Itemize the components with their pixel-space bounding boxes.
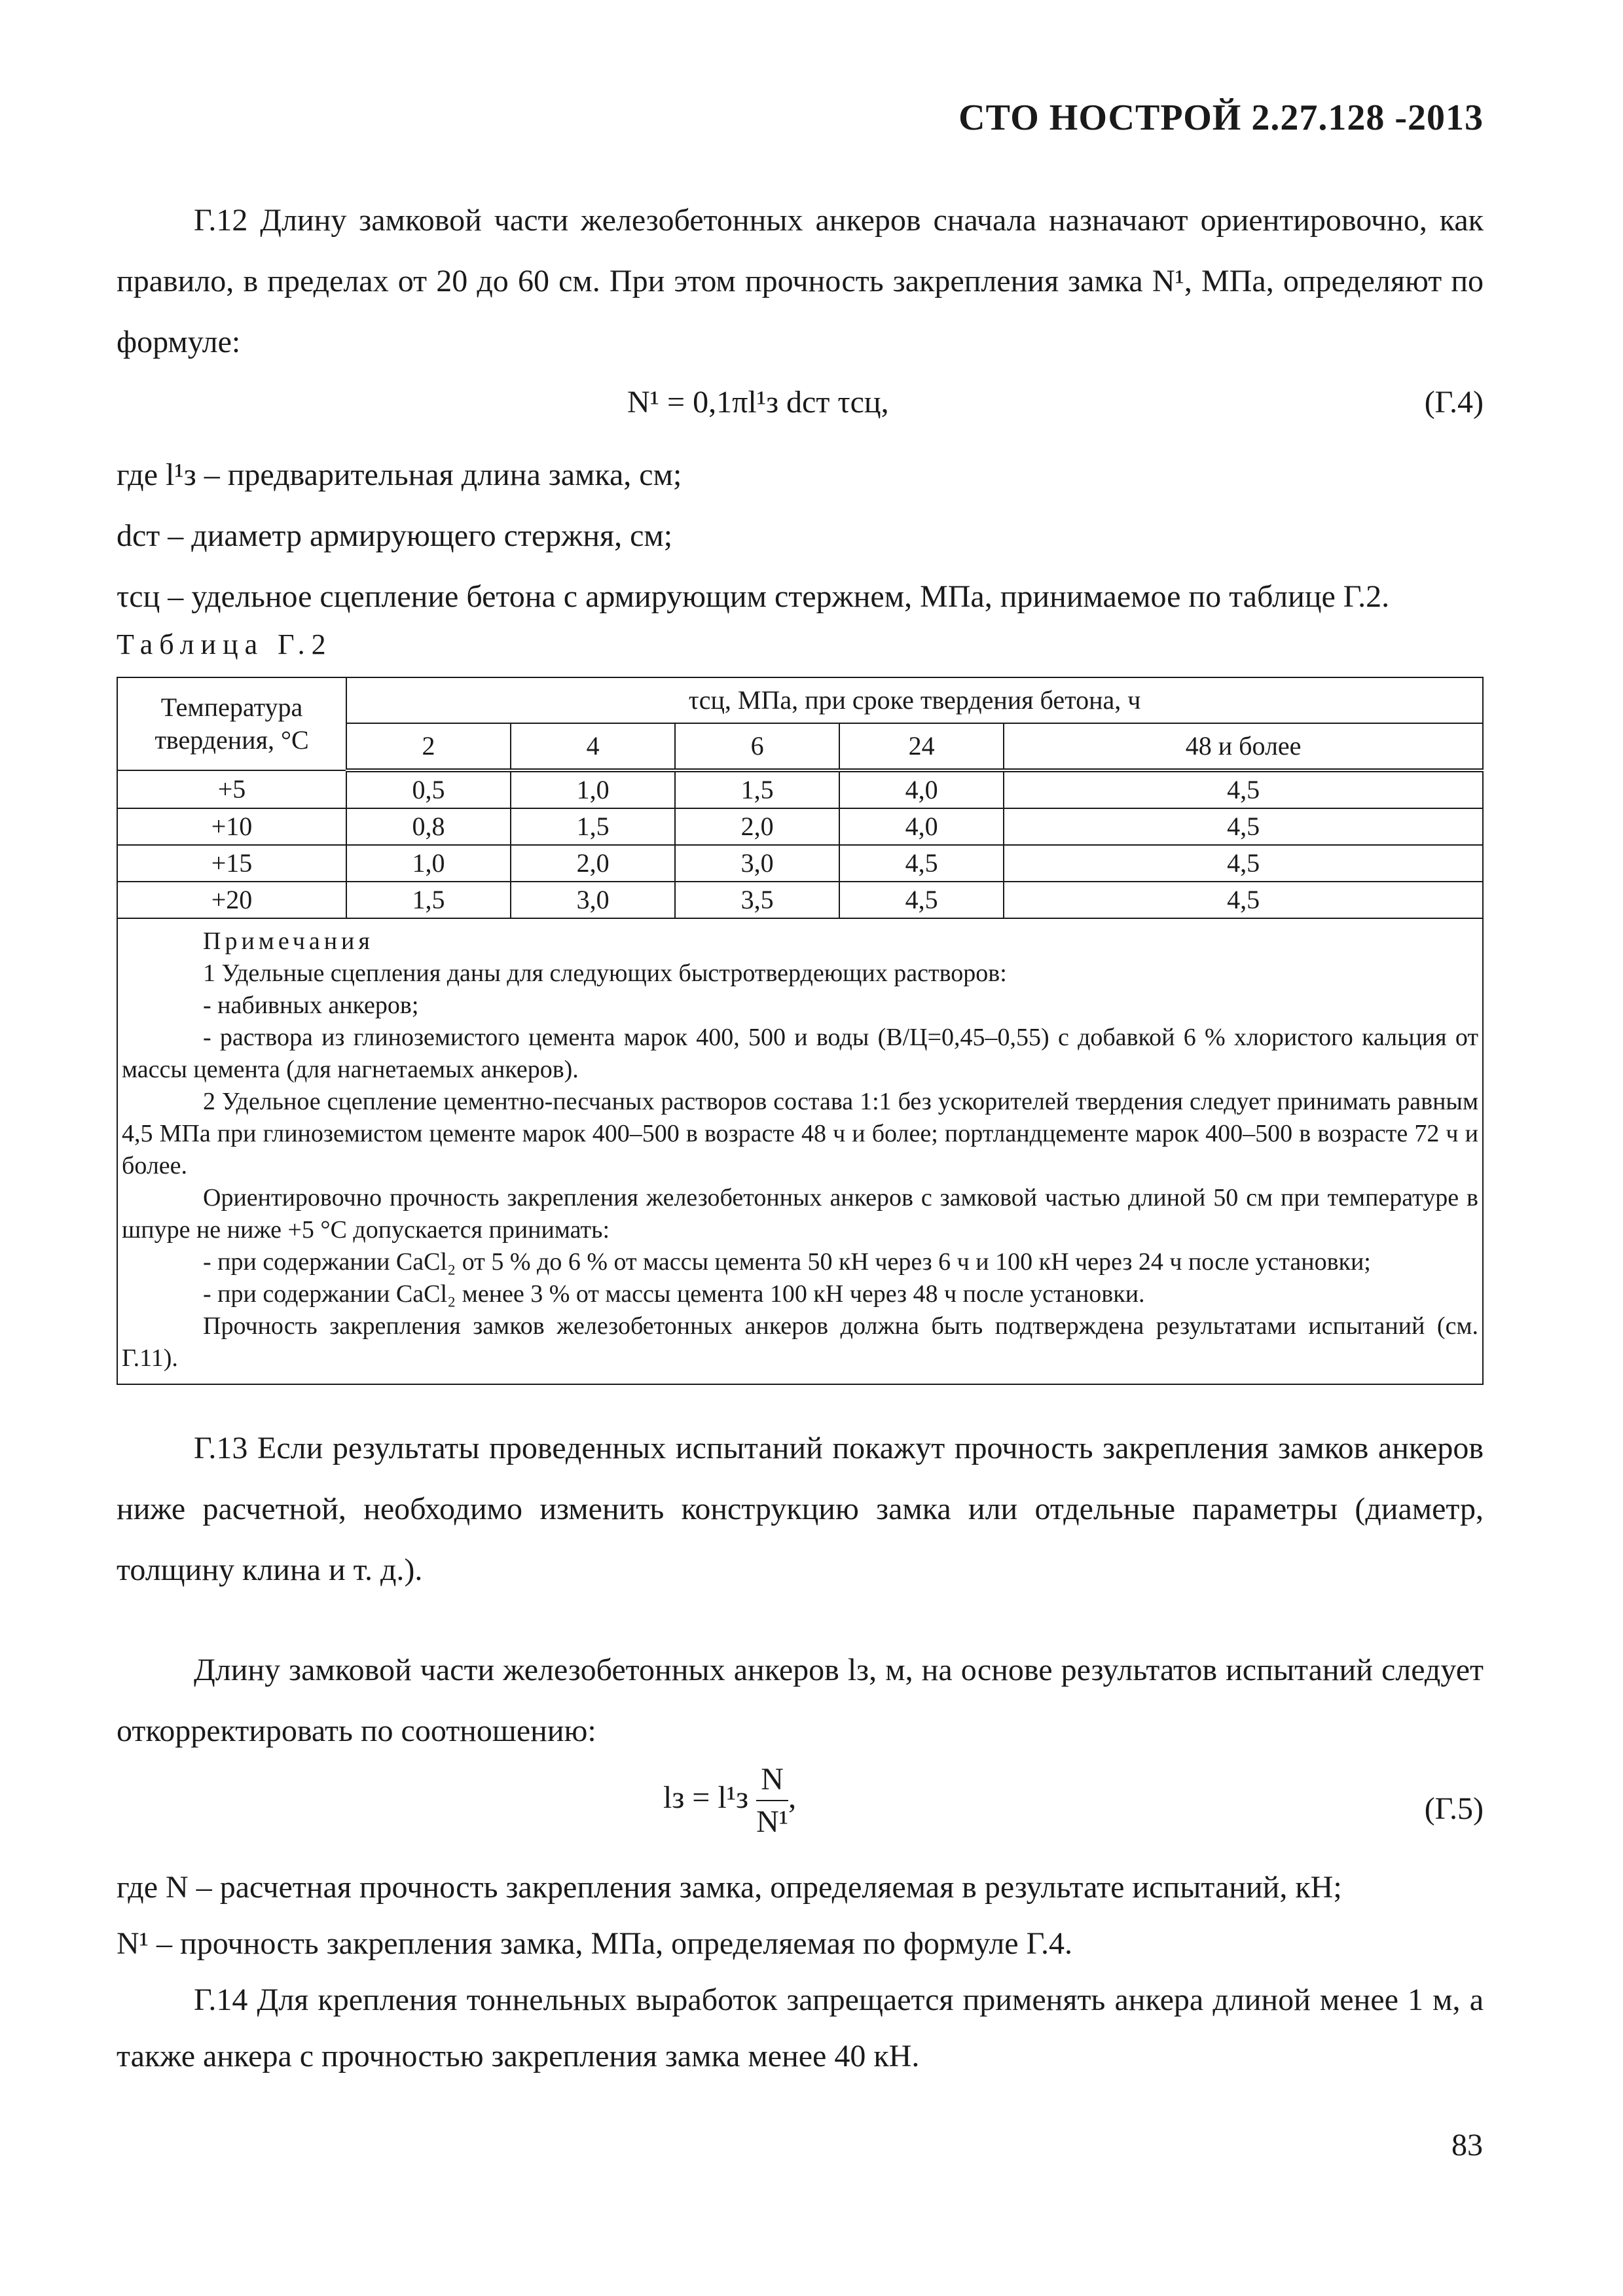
note-item: - при содержании CaCl₂ от 5 % до 6 % от массы цемента 50 кН через 6 ч и 100 кН через 24 ч после установки; xyxy=(203,1248,1371,1276)
note-item: - при содержании CaCl₂ менее 3 % от массы цемента 100 кН через 48 ч после установки. xyxy=(203,1280,1145,1308)
table-cell: 3,0 xyxy=(675,845,839,882)
page-content xyxy=(117,190,1484,2085)
table-cell: 0,5 xyxy=(346,770,511,808)
table-cell: 4,5 xyxy=(1004,882,1483,918)
table-cell: 4,5 xyxy=(1004,845,1483,882)
table-caption: Таблица Г.2 xyxy=(117,628,333,660)
table-cell: 4,5 xyxy=(839,882,1004,918)
table-cell: 1,5 xyxy=(511,808,675,845)
fraction-numerator: N xyxy=(756,1761,788,1801)
table-cell: +20 xyxy=(117,882,346,918)
header-hours: 24 xyxy=(839,723,1004,770)
header-hours: 48 и более xyxy=(1004,723,1483,770)
header-hours: 6 xyxy=(675,723,839,770)
paragraph-g14: Г.14 Для крепления тоннельных выработок запрещается применять анкера длиной менее 1 м, а также анкера с прочностью закрепления замка менее 40 кН. xyxy=(117,1982,1484,2073)
table-row xyxy=(117,882,1483,918)
table-cell: 1,5 xyxy=(346,882,511,918)
formula-g5-number: (Г.5) xyxy=(1424,1791,1484,1826)
table-cell: +5 xyxy=(117,770,346,808)
document-code-header: СТО НОСТРОЙ 2.27.128 -2013 xyxy=(958,98,1484,138)
paragraph-g12: Г.12 Длину замковой части железобетонных анкеров сначала назначают ориентировочно, как правило, в пределах от 20 до 60 см. При этом прочность закрепления замка N¹, МПа, определяют по формуле: xyxy=(117,203,1484,359)
note-item: Прочность закрепления замков железобетонных анкеров должна быть подтверждена результатами испытаний (см. Г.11). xyxy=(122,1312,1478,1372)
notes-title: Примечания xyxy=(203,927,374,955)
note-item: 2 Удельное сцепление цементно-песчаных растворов состава 1:1 без ускорителей твердения следует принимать равным 4,5 МПа при глиноземистом цементе марок 400–500 в возрасте 48 ч и более; портландцементе марок 400–500 в возрасте 72 ч и более. xyxy=(122,1088,1478,1179)
header-hours: 4 xyxy=(511,723,675,770)
note-item: Ориентировочно прочность закрепления железобетонных анкеров с замковой частью длиной 50 см при температуре в шпуре не ниже +5 °С допускается принимать: xyxy=(122,1184,1478,1244)
definition-l: где l¹з – предварительная длина замка, см; xyxy=(117,457,682,492)
table-cell: 4,5 xyxy=(1004,808,1483,845)
formula-g5-lhs: lз = l¹з xyxy=(663,1780,749,1816)
table-cell: 4,0 xyxy=(839,808,1004,845)
table-cell: +10 xyxy=(117,808,346,845)
table-cell: 4,0 xyxy=(839,770,1004,808)
paragraph-g13: Г.13 Если результаты проведенных испытаний покажут прочность закрепления замков анкеров ниже расчетной, необходимо изменить конструкцию замка или отдельные параметры (диаметр, толщину клина и т. д.). xyxy=(117,1431,1484,1587)
definition-tau: τсц – удельное сцепление бетона с армирующим стержнем, МПа, принимаемое по таблице Г.2. xyxy=(117,579,1390,614)
table-cell: 3,5 xyxy=(675,882,839,918)
fraction-denominator: N¹ xyxy=(756,1804,789,1839)
table-notes xyxy=(117,918,1483,1384)
table-row xyxy=(117,770,1483,808)
note-item: 1 Удельные сцепления даны для следующих быстротвердеющих растворов: xyxy=(203,960,1007,987)
note-item: - набивных анкеров; xyxy=(203,992,419,1019)
formula-g5 xyxy=(117,1761,1484,1859)
table-cell: 2,0 xyxy=(675,808,839,845)
table-cell: 1,0 xyxy=(511,770,675,808)
table-cell: 3,0 xyxy=(511,882,675,918)
header-temperature: Температура твердения, °С xyxy=(117,677,346,770)
table-cell: 4,5 xyxy=(839,845,1004,882)
formula-g4-expression: N¹ = 0,1πl¹з dст τсц, xyxy=(627,385,889,420)
formula-g5-tail: , xyxy=(788,1780,797,1816)
formula-g5-expression xyxy=(663,1761,796,1840)
formula-g5-fraction xyxy=(756,1761,788,1840)
table-cell: 2,0 xyxy=(511,845,675,882)
header-hours: 2 xyxy=(346,723,511,770)
page-number: 83 xyxy=(1451,2128,1483,2162)
table-cell: +15 xyxy=(117,845,346,882)
formula-g4-number: (Г.4) xyxy=(1424,385,1484,420)
table-cell: 1,0 xyxy=(346,845,511,882)
table-row xyxy=(117,845,1483,882)
table-row xyxy=(117,808,1483,845)
paragraph-lock-length: Длину замковой части железобетонных анкеров lз, м, на основе результатов испытаний следует откорректировать по соотношению: xyxy=(117,1653,1484,1748)
definition-n: где N – расчетная прочность закрепления замка, определяемая в результате испытаний, кН; xyxy=(117,1870,1342,1905)
table-cell: 0,8 xyxy=(346,808,511,845)
formula-g4 xyxy=(117,372,1484,444)
table-cell: 1,5 xyxy=(675,770,839,808)
table-cell: 4,5 xyxy=(1004,770,1483,808)
header-tau: τсц, МПа, при сроке твердения бетона, ч xyxy=(346,677,1483,723)
definition-d: dст – диаметр армирующего стержня, см; xyxy=(117,518,673,553)
definition-n1: N¹ – прочность закрепления замка, МПа, определяемая по формуле Г.4. xyxy=(117,1926,1072,1961)
note-item: - раствора из глиноземистого цемента марок 400, 500 и воды (В/Ц=0,45–0,55) с добавкой 6 % хлористого кальция от массы цемента (для нагнетаемых анкеров). xyxy=(122,1024,1478,1083)
table-g2 xyxy=(117,677,1484,1385)
